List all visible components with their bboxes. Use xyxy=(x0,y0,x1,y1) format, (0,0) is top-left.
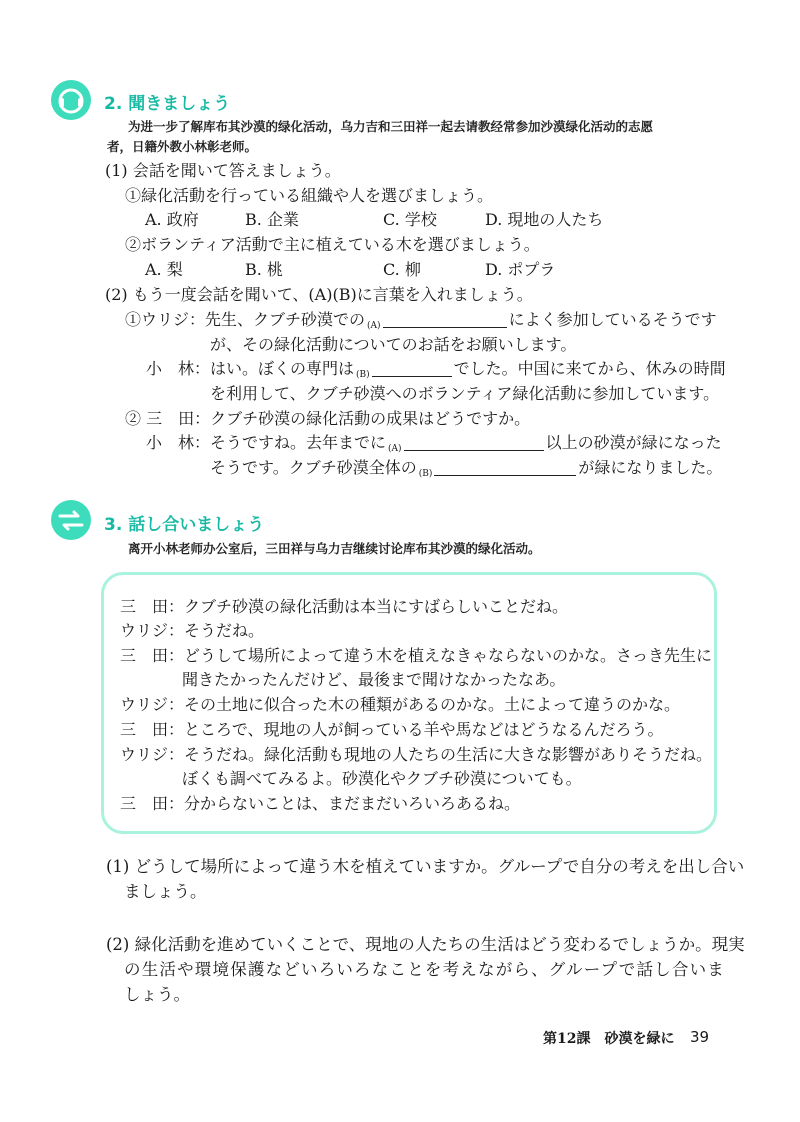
answer-blank-a[interactable] xyxy=(404,434,544,451)
discussion-question-2-cont: しょう。 xyxy=(124,985,190,1004)
section3-title: 3. 話し合いましょう xyxy=(104,515,265,535)
option-item[interactable]: D. 現地の人たち xyxy=(485,210,604,229)
listening-icon xyxy=(51,80,91,120)
page-number: 39 xyxy=(690,1028,710,1046)
option-item[interactable]: B. 企業 xyxy=(245,210,299,229)
dialogue-line-cont: ぼくも調べてみるよ。砂漠化やクブチ砂漠についても。 xyxy=(182,769,582,788)
option-item[interactable]: D. ポプラ xyxy=(485,260,556,279)
dialogue-line: ①ウリジ：先生、クブチ砂漠での $_{(A)}$ によく参加しているそうです xyxy=(125,310,717,331)
dialogue-line: 小 林：はい。ぼくの専門は $_{(B)}$ でした。中国に来てから、休みの時間 xyxy=(146,359,726,380)
section2-instruction-line1: 为进一步了解库布其沙漠的绿化活动，乌力吉和三田祥一起去请教经常参加沙漠绿化活动的志愿 xyxy=(128,119,654,134)
dialogue-line-cont: 聞きたかったんだけど、最後まで聞けなかったなあ。 xyxy=(182,670,566,689)
section2-instruction-line2: 者，日籍外教小林彰老师。 xyxy=(107,139,258,154)
dialogue-line: ② 三 田：クブチ砂漠の緑化活動の成果はどうですか。 xyxy=(125,409,531,428)
question-2-label: (2) もう一度会話を聞いて、(A)(B)に言葉を入れましょう。 xyxy=(105,285,533,304)
option-item[interactable]: A. 政府 xyxy=(145,210,199,229)
dialogue-line-cont: そうです。クブチ砂漠全体の $_{(B)}$ が緑になりました。 xyxy=(210,458,723,479)
dialogue-line: 三 田：どうして場所によって違う木を植えなきゃならないのかな。さっき先生に xyxy=(120,646,713,665)
dialogue-line-cont: が、その緑化活動についてのお話をお願いします。 xyxy=(210,335,577,354)
speaker-label: ウリジ： xyxy=(120,621,185,640)
question-1-sub2-label: ②ボランティア活動で主に植えている木を選びましょう。 xyxy=(125,235,540,254)
dialogue-line: 三 田：クブチ砂漠の緑化活動は本当にすばらしいことだね。 xyxy=(120,597,569,616)
discussion-icon xyxy=(51,500,91,540)
option-item[interactable]: A. 梨 xyxy=(145,260,183,279)
speaker-label: ①ウリジ： xyxy=(125,310,206,329)
speaker-label: 三 田： xyxy=(120,720,185,739)
dialogue-line: 小 林：そうですね。去年までに $_{(A)}$ 以上の砂漠が緑になった xyxy=(146,433,722,454)
option-item[interactable]: B. 桃 xyxy=(245,260,283,279)
answer-blank-a[interactable] xyxy=(383,311,507,328)
dialogue-line: ウリジ：そうだね。緑化活動も現地の人たちの生活に大きな影響がありそうだね。 xyxy=(120,745,713,764)
answer-blank-b[interactable] xyxy=(434,459,576,476)
section3-instruction: 离开小林老师办公室后，三田祥与乌力吉继续讨论库布其沙漠的绿化活动。 xyxy=(128,541,541,556)
speaker-label: 三 田： xyxy=(120,794,185,813)
answer-blank-b[interactable] xyxy=(372,360,452,377)
option-item[interactable]: C. 学校 xyxy=(383,210,437,229)
footer-lesson-title: 第12課 砂漠を緑に xyxy=(543,1031,675,1047)
question-1-sub1-label: ①緑化活動を行っている組織や人を選びましょう。 xyxy=(125,186,494,205)
dialogue-line: ウリジ：そうだね。 xyxy=(120,621,265,640)
speaker-label: ② 三 田： xyxy=(125,409,211,428)
speaker-label: 小 林： xyxy=(146,433,211,452)
discussion-question-2-cont: の生活や環境保護などいろいろなことを考えながら、グループで話し合いま xyxy=(124,960,725,979)
dialogue-line: 三 田：分からないことは、まだまだいろいろあるね。 xyxy=(120,794,521,813)
dialogue-line-cont: を利用して、クブチ砂漠へのボランティア緑化活動に参加しています。 xyxy=(210,384,720,403)
dialogue-line: ウリジ：その土地に似合った木の種類があるのかな。土によって違うのかな。 xyxy=(120,695,681,714)
speaker-label: 小 林： xyxy=(146,359,211,378)
speaker-label: 三 田： xyxy=(120,597,185,616)
option-item[interactable]: C. 柳 xyxy=(383,260,421,279)
discussion-question-1: (1) どうして場所によって違う木を植えていますか。グループで自分の考えを出し合い xyxy=(106,857,745,876)
speaker-label: 三 田： xyxy=(120,646,185,665)
discussion-question-1-cont: ましょう。 xyxy=(124,882,207,901)
speaker-label: ウリジ： xyxy=(120,695,185,714)
dialogue-line: 三 田：ところで、現地の人が飼っている羊や馬などはどうなるんだろう。 xyxy=(120,720,664,739)
question-1-label: (1) 会話を聞いて答えましょう。 xyxy=(105,161,341,180)
speaker-label: ウリジ： xyxy=(120,745,185,764)
discussion-question-2: (2) 緑化活動を進めていくことで、現地の人たちの生活はどう変わるでしょうか。現実 xyxy=(106,935,745,954)
section2-title: 2. 聞きましょう xyxy=(104,94,231,114)
